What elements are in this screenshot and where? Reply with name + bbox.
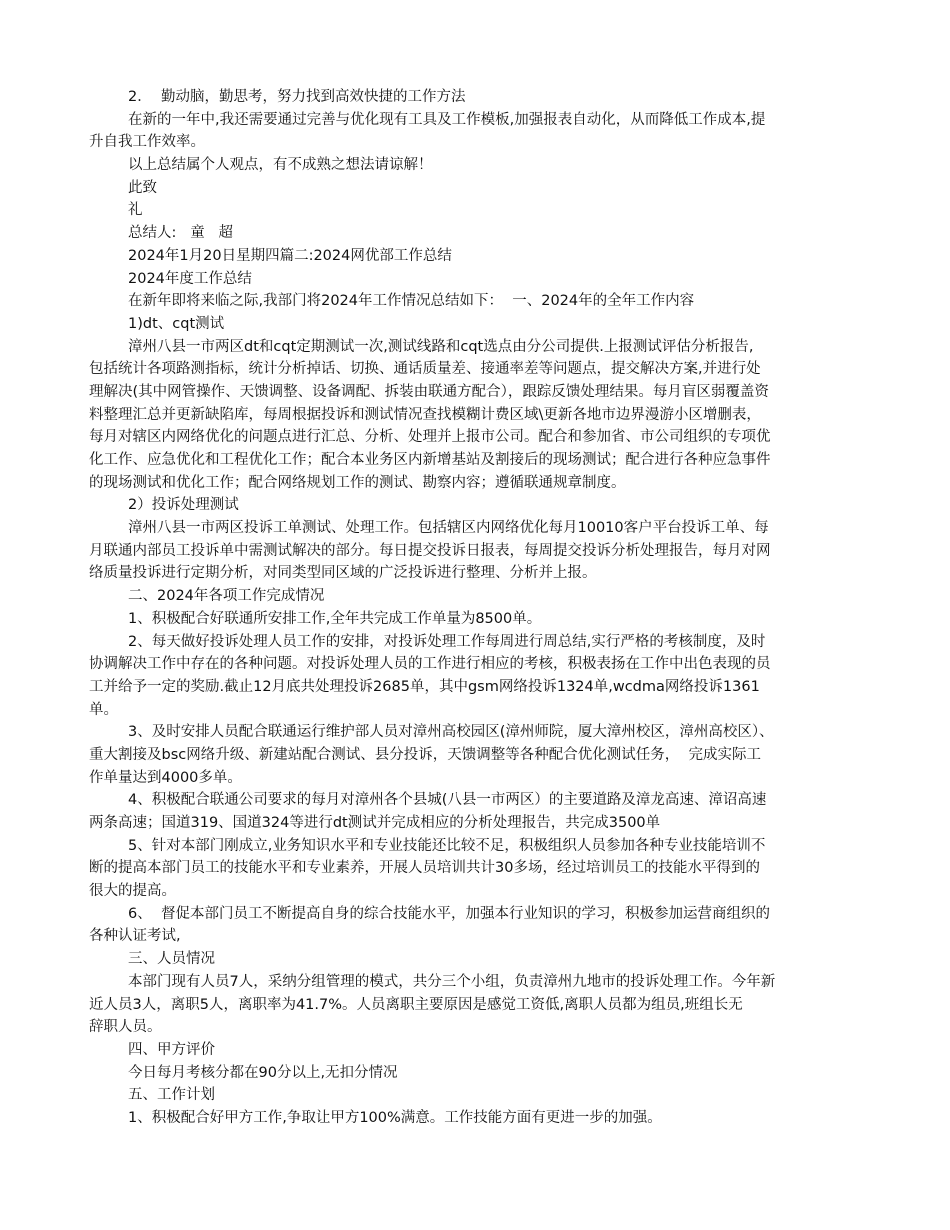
text-line: 升自我工作效率。 — [89, 134, 205, 151]
text-line: 在新年即将来临之际,我部门将2024年工作情况总结如下： 一、2024年的全年工作内容 — [128, 293, 695, 310]
text-line: 今日每月考核分都在90分以上,无扣分情况 — [128, 1064, 398, 1081]
text-line: 2、每天做好投诉处理人员工作的安排，对投诉处理工作每周进行周总结,实行严格的考核制度，及时 — [128, 633, 766, 650]
text-line: 5、针对本部门刚成立,业务知识水平和专业技能还比较不足，积极组织人员参加各种专业技能培训不 — [128, 837, 766, 854]
text-line: 总结人: 童 超 — [128, 225, 234, 242]
text-line: 单。 — [89, 701, 118, 718]
text-line: 断的提高本部门员工的技能水平和专业素养，开展人员培训共计30多场，经过培训员工的技能水平得到的 — [89, 860, 760, 877]
text-line: 1、积极配合好甲方工作,争取让甲方100%满意。工作技能方面有更进一步的加强。 — [128, 1109, 662, 1126]
text-line: 2）投诉处理测试 — [128, 497, 239, 514]
text-line: 6、 督促本部门员工不断提高自身的综合技能水平，加强本行业知识的学习，积极参加运营商组织的 — [128, 905, 770, 922]
text-line: 的现场测试和优化工作；配合网络规划工作的测试、勘察内容；遵循联通规章制度。 — [89, 474, 626, 491]
text-line: 4、积极配合联通公司要求的每月对漳州各个县城(八县一市两区）的主要道路及漳龙高速、漳诏高速 — [128, 792, 767, 809]
text-line: 2024年度工作总结 — [128, 270, 252, 287]
text-line: 重大割接及bsc网络升级、新建站配合测试、县分投诉，天馈调整等各种配合优化测试任务， 完成实际工 — [89, 746, 761, 763]
text-line: 礼 — [128, 202, 143, 219]
text-line: 1)dt、cqt测试 — [128, 315, 225, 332]
text-line: 协调解决工作中存在的各种问题。对投诉处理人员的工作进行相应的考核，积极表扬在工作中出色表现的员 — [89, 656, 771, 673]
text-line: 月联通内部员工投诉单中需测试解决的部分。每日提交投诉日报表，每周提交投诉分析处理报告，每月对网 — [89, 542, 771, 559]
text-line: 3、及时安排人员配合联通运行维护部人员对漳州高校园区(漳州师院，厦大漳州校区，漳州高校区）、 — [128, 724, 774, 741]
text-line: 近人员3人，离职5人，离职率为41.7%。人员离职主要原因是感觉工资低,离职人员都为组员,班组长无 — [89, 996, 743, 1013]
text-line: 两条高速；国道319、国道324等进行dt测试并完成相应的分析处理报告，共完成3500单 — [89, 815, 661, 831]
text-line: 料整理汇总并更新缺陷库，每周根据投诉和测试情况查找模糊计费区域\更新各地市边界漫游小区增删表， — [89, 406, 761, 423]
text-line: 2024年1月20日星期四篇二:2024网优部工作总结 — [128, 247, 452, 264]
text-line: 四、甲方评价 — [128, 1041, 215, 1058]
text-line: 作单量达到4000多单。 — [89, 769, 242, 786]
text-line: 辞职人员。 — [89, 1019, 162, 1036]
text-line: 在新的一年中,我还需要通过完善与优化现有工具及工作模板,加强报表自动化，从而降低工作成本,提 — [128, 111, 766, 128]
text-line: 工并给予一定的奖励.截止12月底共处理投诉2685单，其中gsm网络投诉1324单,wcdma网络投诉1361 — [89, 678, 760, 695]
text-line: 本部门现有人员7人，采纳分组管理的模式，共分三个小组，负责漳州九地市的投诉处理工作。今年新 — [128, 973, 776, 990]
text-line: 此致 — [128, 179, 157, 196]
text-line: 每月对辖区内网络优化的问题点进行汇总、分析、处理并上报市公司。配合和参加省、市公司组织的专项优 — [89, 429, 771, 446]
text-line: 理解决(其中网管操作、天馈调整、设备调配、拆装由联通方配合），跟踪反馈处理结果。每月盲区弱覆盖资 — [89, 383, 769, 400]
text-line: 三、人员情况 — [128, 951, 215, 968]
text-line: 漳州八县一市两区投诉工单测试、处理工作。包括辖区内网络优化每月10010客户平台投诉工单、每 — [128, 520, 769, 537]
text-line: 漳州八县一市两区dt和cqt定期测试一次,测试线路和cqt选点由分公司提供.上报测试评估分析报告, — [128, 338, 754, 355]
text-line: 化工作、应急优化和工程优化工作；配合本业务区内新增基站及割接后的现场测试；配合进行各种应急事件 — [89, 452, 771, 468]
text-line: 各种认证考试, — [89, 928, 181, 945]
text-line: 以上总结属个人观点，有不成熟之想法请谅解！ — [128, 157, 433, 174]
text-line: 2． 勤动脑，勤思考，努力找到高效快捷的工作方法 — [128, 89, 466, 105]
text-line: 络质量投诉进行定期分析，对同类型同区域的广泛投诉进行整理、分析并上报。 — [89, 565, 597, 582]
text-line: 1、积极配合好联通所安排工作,全年共完成工作单量为8500单。 — [128, 610, 542, 627]
text-line: 二、2024年各项工作完成情况 — [128, 588, 325, 605]
text-line: 很大的提高。 — [89, 883, 176, 900]
text-line: 五、工作计划 — [128, 1087, 215, 1104]
document-body — [89, 86, 869, 1130]
text-line: 包括统计各项路测指标，统计分析掉话、切换、通话质量差、接通率差等问题点，提交解决方案,并进行处 — [89, 361, 761, 378]
